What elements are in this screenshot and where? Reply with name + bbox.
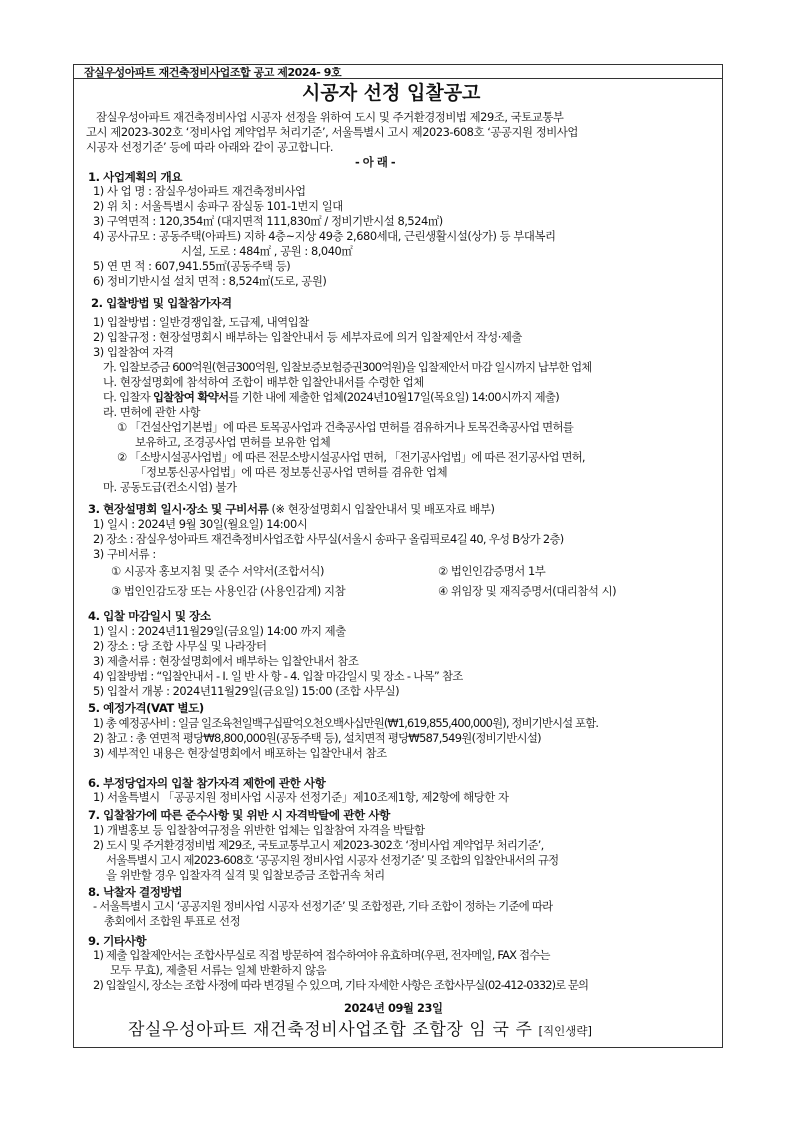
list-item: 3) 구비서류 : [93, 547, 156, 561]
list-item: 라. 면허에 관한 사항 [103, 405, 201, 419]
section-title: 9. 기타사항 [88, 934, 147, 948]
list-item: 1) 입찰방법 : 일반경쟁입찰, 도급제, 내역입찰 [93, 315, 309, 329]
list-item: 마. 공동도급(컨소시엄) 불가 [103, 480, 237, 494]
list-item: 을 위반할 경우 입찰자격 실격 및 입찰보증금 조합귀속 처리 [106, 868, 385, 882]
document-item: ② 법인인감증명서 1부 [438, 564, 546, 578]
notice-date: 2024년 09월 23일 [344, 1001, 443, 1015]
section-title-line: 3. 현장설명회 일시·장소 및 구비서류 (※ 현장설명회시 입찰안내서 및 배포자료 배부) [88, 502, 495, 516]
list-item: 3) 제출서류 : 현장설명회에서 배부하는 입찰안내서 참조 [93, 654, 359, 668]
list-item: 3) 구역면적 : 120,354㎡ (대지면적 111,830㎡ / 정비기반시설 8,524㎡) [93, 214, 443, 228]
list-item: 1) 총 예정공사비 : 일금 일조육천일백구십팔억오천오백사십만원(₩1,619,855,400,000원), 정비기반시설 포함. [93, 716, 599, 730]
list-item: 3) 입찰참여 자격 [93, 345, 174, 359]
intro-line: 고시 제2023-302호 ‘정비사업 계약업무 처리기준’, 서울특별시 고시 제2023-608호 ‘공공지원 정비사업 [86, 125, 578, 139]
section-title: 2. 입찰방법 및 입찰참가자격 [91, 296, 232, 310]
list-item: 다. 입찰자 입찰참여 확약서를 기한 내에 제출한 업체(2024년10월17일(목요일) 14:00시까지 제출) [103, 390, 559, 404]
list-item: 총회에서 조합원 투표로 선정 [104, 914, 241, 928]
list-item: ① 「건설산업기본법」에 따른 토목공사업과 건축공사업 면허를 겸유하거나 토목건축공사업 면허를 [117, 420, 574, 434]
list-item: 2) 도시 및 주거환경정비법 제29조, 국토교통부고시 제2023-302호 ‘정비사업 계약업무 처리기준’, [93, 838, 544, 852]
signer-line: 잠실우성아파트 재건축정비사업조합 조합장 임 국 주 [직인생략] [128, 1020, 592, 1040]
section-title: 5. 예정가격(VAT 별도) [88, 701, 204, 715]
list-item: 2) 위 치 : 서울특별시 송파구 잠실동 101-1번지 일대 [93, 199, 343, 213]
list-item: 서울특별시 고시 제2023-608호 ‘공공지원 정비사업 시공자 선정기준’ 및 조합의 입찰안내서의 규정 [106, 853, 559, 867]
intro-line: 잠실우성아파트 재건축정비사업 시공자 선정을 위하여 도시 및 주거환경정비법 제29조, 국토교통부 [96, 110, 564, 124]
list-item: 6) 정비기반시설 설치 면적 : 8,524㎡(도로, 공원) [93, 274, 327, 288]
section-title: 4. 입찰 마감일시 및 장소 [88, 609, 211, 623]
section-title: 1. 사업계획의 개요 [88, 170, 182, 184]
section-title: 8. 낙찰자 결정방법 [88, 885, 182, 899]
notice-number: 잠실우성아파트 재건축정비사업조합 공고 제2024- 9호 [84, 66, 342, 79]
list-item: 4) 공사규모 : 공동주택(아파트) 지하 4층~지상 49층 2,680세대, 근린생활시설(상가) 등 부대복리 [93, 229, 556, 243]
list-item: ② 「소방시설공사업법」에 따른 전문소방시설공사업 면허, 「전기공사업법」에 따른 전기공사업 면허, [117, 450, 585, 464]
intro-line: 시공자 선정기준’ 등에 따라 아래와 같이 공고합니다. [86, 140, 333, 154]
list-item: 2) 입찰일시, 장소는 조합 사정에 따라 변경될 수 있으며, 기타 자세한 사항은 조합사무실(02-412-0332)로 문의 [93, 978, 589, 992]
page-title: 시공자 선정 입찰공고 [302, 82, 481, 104]
list-item: 5) 입찰서 개봉 : 2024년11월29일(금요일) 15:00 (조합 사무실) [93, 684, 400, 698]
document-item: ④ 위임장 및 재직증명서(대리참석 시) [438, 584, 617, 598]
list-item: 1) 일시 : 2024년 9월 30일(월요일) 14:00시 [93, 517, 308, 531]
list-item: - 서울특별시 고시 ‘공공지원 정비사업 시공자 선정기준’ 및 조합정관, 기타 조합이 정하는 기준에 따라 [93, 899, 553, 913]
list-item: 나. 현장설명회에 참석하여 조합이 배부한 입찰안내서를 수령한 업체 [103, 375, 424, 389]
list-item: 3) 세부적인 내용은 현장설명회에서 배포하는 입찰안내서 참조 [93, 746, 387, 760]
list-item: 1) 개별홍보 등 입찰참여규정을 위반한 업체는 입찰참여 자격을 박탈함 [93, 823, 425, 837]
section-title: 6. 부정당업자의 입찰 참가자격 제한에 관한 사항 [88, 776, 326, 790]
document-item: ① 시공자 홍보지침 및 준수 서약서(조합서식) [111, 564, 325, 578]
list-item: 2) 입찰규정 : 현장설명회시 배부하는 입찰안내서 등 세부자료에 의거 입찰제안서 작성·제출 [93, 330, 522, 344]
document-item: ③ 법인인감도장 또는 사용인감 (사용인감계) 지참 [111, 584, 346, 598]
list-item: 모두 무효), 제출된 서류는 일체 반환하지 않음 [110, 963, 327, 977]
list-item: 4) 입찰방법 : “입찰안내서 - Ⅰ. 일 반 사 항 - 4. 입찰 마감일시 및 장소 - 나목” 참조 [93, 669, 463, 683]
list-item: 1) 서울특별시 「공공지원 정비사업 시공자 선정기준」제10조제1항, 제2항에 해당한 자 [93, 790, 509, 804]
list-item: 2) 장소 : 당 조합 사무실 및 나라장터 [93, 639, 267, 653]
list-item: 1) 사 업 명 : 잠실우성아파트 재건축정비사업 [93, 184, 306, 198]
list-item: 1) 제출 입찰제안서는 조합사무실로 직접 방문하여 접수하여야 유효하며(우편, 전자메일, FAX 접수는 [93, 948, 550, 962]
section-title: 7. 입찰참가에 따른 준수사항 및 위반 시 자격박탈에 관한 사항 [88, 808, 390, 822]
seal-note: [직인생략] [538, 1024, 592, 1038]
below-heading: - 아 래 - [355, 155, 396, 169]
list-item: 보유하고, 조경공사업 면허를 보유한 업체 [135, 435, 331, 449]
list-item: 「정보통신공사업법」에 따른 정보통신공사업 면허를 겸유한 업체 [135, 465, 448, 479]
list-item: 시설, 도로 : 484㎡ , 공원 : 8,040㎡ [181, 244, 353, 258]
list-item: 1) 일시 : 2024년11월29일(금요일) 14:00 까지 제출 [93, 624, 346, 638]
list-item: 2) 참고 : 총 연면적 평당₩8,800,000원(공동주택 등), 설치면적 평당₩587,549원(정비기반시설) [93, 731, 541, 745]
list-item: 2) 장소 : 잠실우성아파트 재건축정비사업조합 사무실(서울시 송파구 올림픽로4길 40, 우성 B상가 2층) [93, 532, 564, 546]
list-item: 5) 연 면 적 : 607,941.55㎡(공동주택 등) [93, 259, 291, 273]
list-item: 가. 입찰보증금 600억원(현금300억원, 입찰보증보험증권300억원)을 입찰제안서 마감 일시까지 납부한 업체 [103, 360, 592, 374]
